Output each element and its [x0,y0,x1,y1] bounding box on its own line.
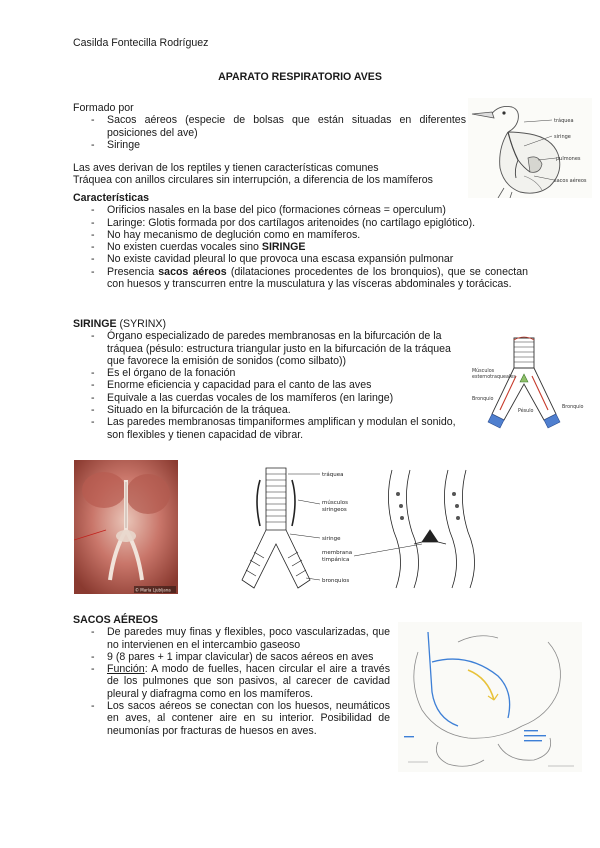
dissection-photo [74,460,178,594]
air-sacs-figure [398,622,582,772]
sacos-item [73,663,390,700]
caracteristica-text: Presencia [107,265,159,278]
syrinx-label: esternotraqueales [472,375,516,380]
siringe-item: - Las paredes membranosas timpaniformes amplifican y modulan el sonido, son flexibles y tienen capacidad de vibrar. [73,416,465,441]
caracteristicas-section [73,192,528,290]
funcion-text: : A modo de fuelles, hacen circular el aire a través de los pulmones que son pasivos, al carecer de cavidad pleural y diafragma como en los mamíferos. [107,663,390,700]
caracteristica-item [73,241,528,253]
caracteristica-item [73,266,528,291]
author-name: Casilda Fontecilla Rodríguez [73,37,209,49]
sacos-section [73,614,390,737]
siringe-item: - Órgano especializado de paredes membranosas en la bifurcación de la tráquea (pésulo: estructura triangular justo en la bifurcación de la tráquea que favorece la emisión de sonidos (como silbato)) [73,330,465,367]
intro-section [73,102,466,151]
siringe-emphasis: SIRINGE [261,241,306,254]
intro-item: - Sacos aéreos (especie de bolsas que están situadas en diferentes posiciones del ave) [73,114,466,139]
syrinx-label: Músculos [472,369,495,374]
siringe-item: - Enorme eficiencia y capacidad para el canto de las aves [73,379,465,391]
siringe-item: - Situado en la bifurcación de la tráquea. [73,404,465,416]
dissection-photo-art [74,460,178,594]
sacos-emphasis: sacos aéreos [158,265,227,278]
siringe-heading-bold: SIRINGE [73,318,117,330]
intro-line: Tráquea con anillos circulares sin interrupción, a diferencia de los mamíferos [73,174,433,187]
anatomy-label: timpánica [322,557,350,563]
bird-label: sacos aéreos [554,178,587,184]
photo-caption: © María Ljubljana [135,587,171,593]
syrinx-anatomy-figure [226,460,480,590]
bird-sketch [468,98,592,198]
bird-label: siringe [554,134,571,140]
caracteristica-item: - Orificios nasales en la base del pico (formaciones córneas = operculum) [73,204,528,216]
syrinx-diagram-figure [470,332,592,436]
funcion-label: Función [107,663,145,676]
syrinx-label: Bronquio [472,397,494,402]
siringe-item: - Equivale a las cuerdas vocales de los mamíferos (en laringe) [73,392,465,404]
siringe-heading [73,318,465,330]
syrinx-label: Pésulo [518,409,534,414]
syrinx-anatomy-drawing [226,460,480,590]
caracteristica-text: (dilataciones procedentes de los bronquios), que se conectan con huesos y transcurren entre la musculatura y las vísceras abdominales y torácicas. [107,265,528,291]
sacos-item: - 9 (8 pares + 1 impar clavicular) de sacos aéreos en aves [73,651,390,663]
anatomy-label: membrana [322,550,353,556]
anatomy-label: siringeos [322,507,347,513]
intro-item: - Siringe [73,139,466,151]
anatomy-label: bronquios [322,578,350,584]
anatomy-label: tráquea [322,472,344,478]
syrinx-label: Bronquio [562,405,584,410]
bird-label: pulmones [556,156,581,162]
siringe-heading-rest: (SYRINX) [116,318,167,330]
anatomy-label: músculos [322,500,348,506]
intro-lead: Formado por [73,102,134,114]
caracteristica-item: - No hay mecanismo de deglución como en mamíferos. [73,229,528,241]
intro-line: Las aves derivan de los reptiles y tienen características comunes [73,162,379,174]
caracteristica-text: No existen cuerdas vocales sino [107,241,262,254]
air-sacs-sketch [398,622,582,772]
caracteristica-item: - Laringe: Glotis formada por dos cartílagos aritenoides (no cartílago epiglótico). [73,217,528,229]
page-title: APARATO RESPIRATORIO AVES [218,71,382,83]
sacos-item: - De paredes muy finas y flexibles, poco vascularizadas, que no intervienen en el intercambio gaseoso [73,626,390,651]
caracteristicas-heading: Características [73,192,149,204]
siringe-section [73,318,465,441]
caracteristica-item: - No existe cavidad pleural lo que provoca una escasa expansión pulmonar [73,253,528,265]
intro-lines [73,162,463,187]
bird-respiratory-figure [468,98,592,198]
sacos-heading: SACOS AÉREOS [73,614,158,626]
syrinx-diagram [470,332,592,436]
anatomy-label: siringe [322,536,341,542]
bird-label: tráquea [554,118,574,124]
siringe-item: - Es el órgano de la fonación [73,367,465,379]
sacos-item: - Los sacos aéreos se conectan con los huesos, neumáticos en aves, al contener aire en su interior. Posibilidad de neumonías por fracturas de huesos en aves. [73,700,390,737]
